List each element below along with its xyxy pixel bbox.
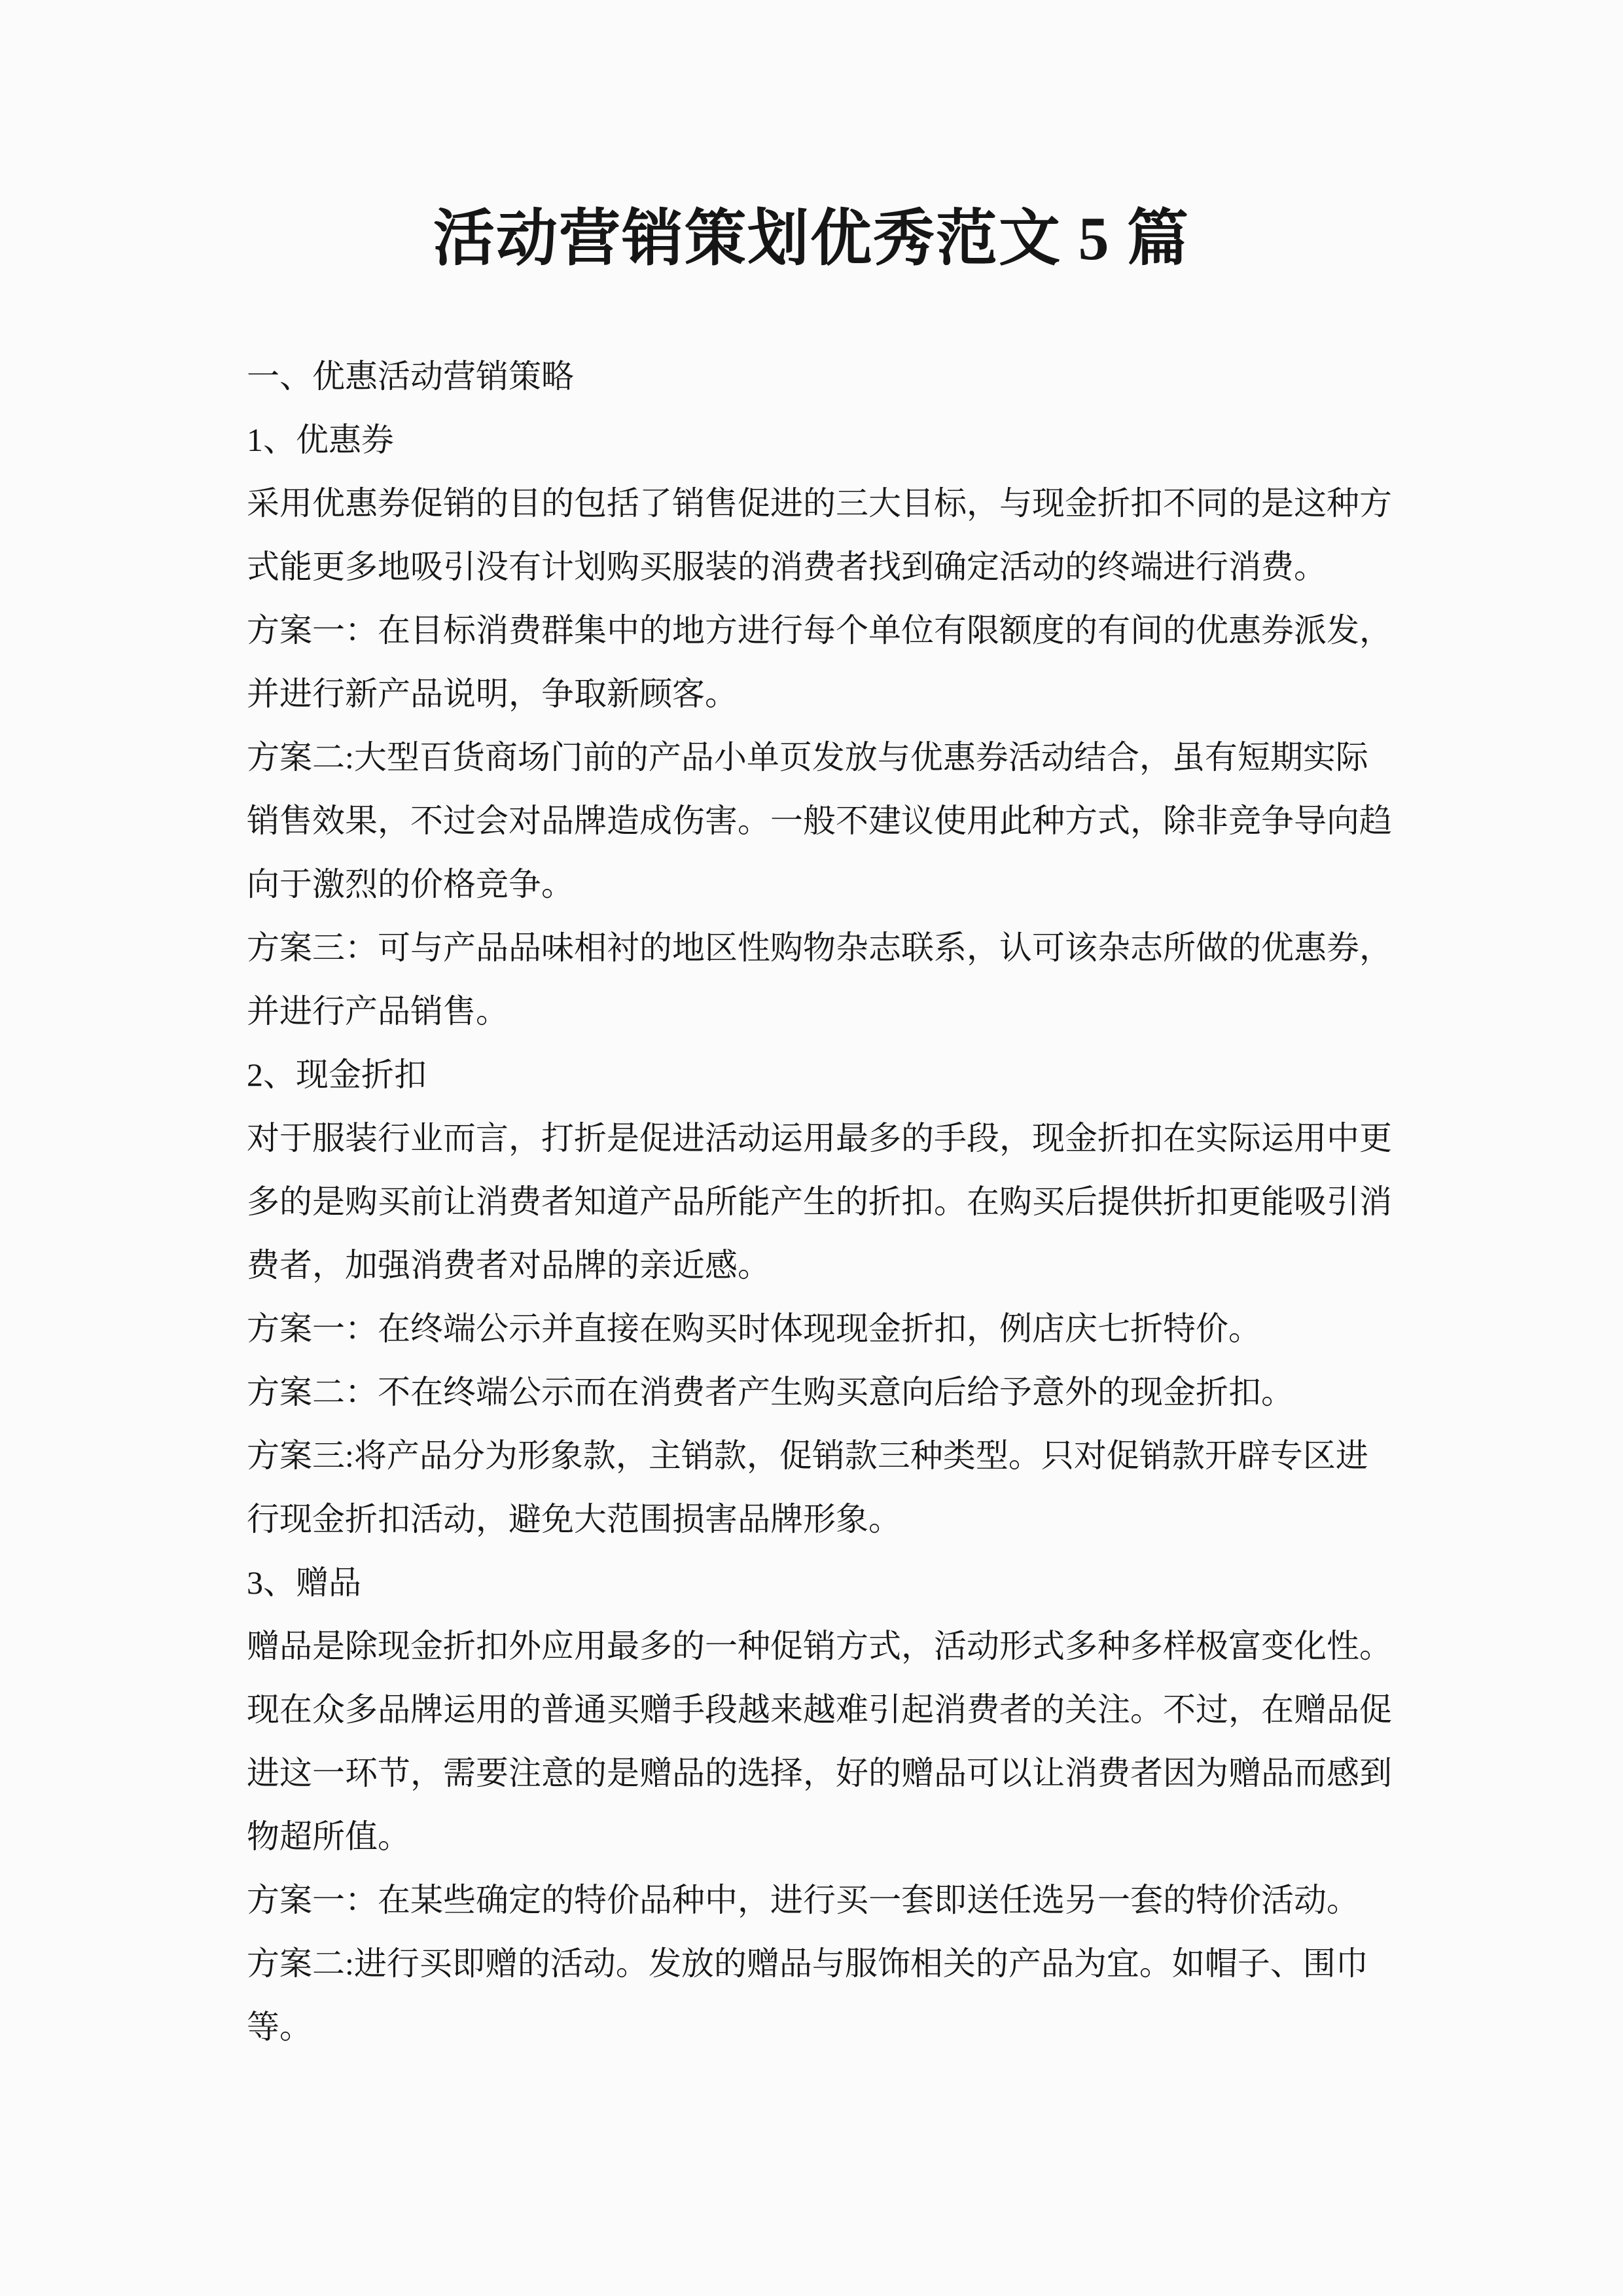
text-line: 方案三:将产品分为形象款，主销款，促销款三种类型。只对促销款开辟专区进 [247, 1437, 1368, 1474]
text-line: 对于服装行业而言，打折是促进活动运用最多的手段，现金折扣在实际运用中更 [247, 1120, 1392, 1157]
text-line: 并进行产品销售。 [247, 993, 508, 1030]
text-line: 方案三：可与产品品味相衬的地区性购物杂志联系，认可该杂志所做的优惠券， [247, 929, 1392, 966]
text-line: 赠品是除现金折扣外应用最多的一种促销方式，活动形式多种多样极富变化性。 [247, 1628, 1392, 1664]
text-line: 方案一：在某些确定的特价品种中，进行买一套即送任选另一套的特价活动。 [247, 1882, 1359, 1918]
text-line: 方案一：在目标消费群集中的地方进行每个单位有限额度的有间的优惠券派发， [247, 612, 1392, 649]
text-line: 销售效果，不过会对品牌造成伤害。一般不建议使用此种方式，除非竞争导向趋 [247, 802, 1392, 839]
text-line: 等。 [247, 2009, 312, 2045]
text-line: 方案二:大型百货商场门前的产品小单页发放与优惠券活动结合，虽有短期实际 [247, 739, 1368, 776]
text-line: 方案一：在终端公示并直接在购买时体现现金折扣，例店庆七折特价。 [247, 1310, 1261, 1347]
text-line: 3、赠品 [247, 1564, 361, 1601]
text-line: 式能更多地吸引没有计划购买服装的消费者找到确定活动的终端进行消费。 [247, 548, 1327, 585]
text-line: 1、优惠券 [247, 422, 394, 458]
text-line: 物超所值。 [247, 1818, 410, 1855]
text-line: 并进行新产品说明，争取新顾客。 [247, 675, 738, 712]
text-line: 行现金折扣活动，避免大范围损害品牌形象。 [247, 1501, 901, 1537]
text-line: 一、优惠活动营销策略 [247, 358, 574, 395]
document-title: 活动营销策划优秀范文 5 篇 [433, 205, 1190, 273]
text-line: 现在众多品牌运用的普通买赠手段越来越难引起消费者的关注。不过，在赠品促 [247, 1691, 1392, 1728]
text-line: 2、现金折扣 [247, 1056, 427, 1093]
text-line: 进这一环节，需要注意的是赠品的选择，好的赠品可以让消费者因为赠品而感到 [247, 1755, 1392, 1791]
text-line: 向于激烈的价格竞争。 [247, 866, 574, 903]
document-body [247, 345, 1405, 2059]
text-line: 方案二：不在终端公示而在消费者产生购买意向后给予意外的现金折扣。 [247, 1374, 1294, 1410]
text-line: 多的是购买前让消费者知道产品所能产生的折扣。在购买后提供折扣更能吸引消 [247, 1183, 1392, 1220]
text-line: 采用优惠券促销的目的包括了销售促进的三大目标，与现金折扣不同的是这种方 [247, 485, 1392, 522]
text-line: 费者，加强消费者对品牌的亲近感。 [247, 1247, 770, 1283]
text-line: 方案二:进行买即赠的活动。发放的赠品与服饰相关的产品为宜。如帽子、围巾 [247, 1945, 1368, 1982]
